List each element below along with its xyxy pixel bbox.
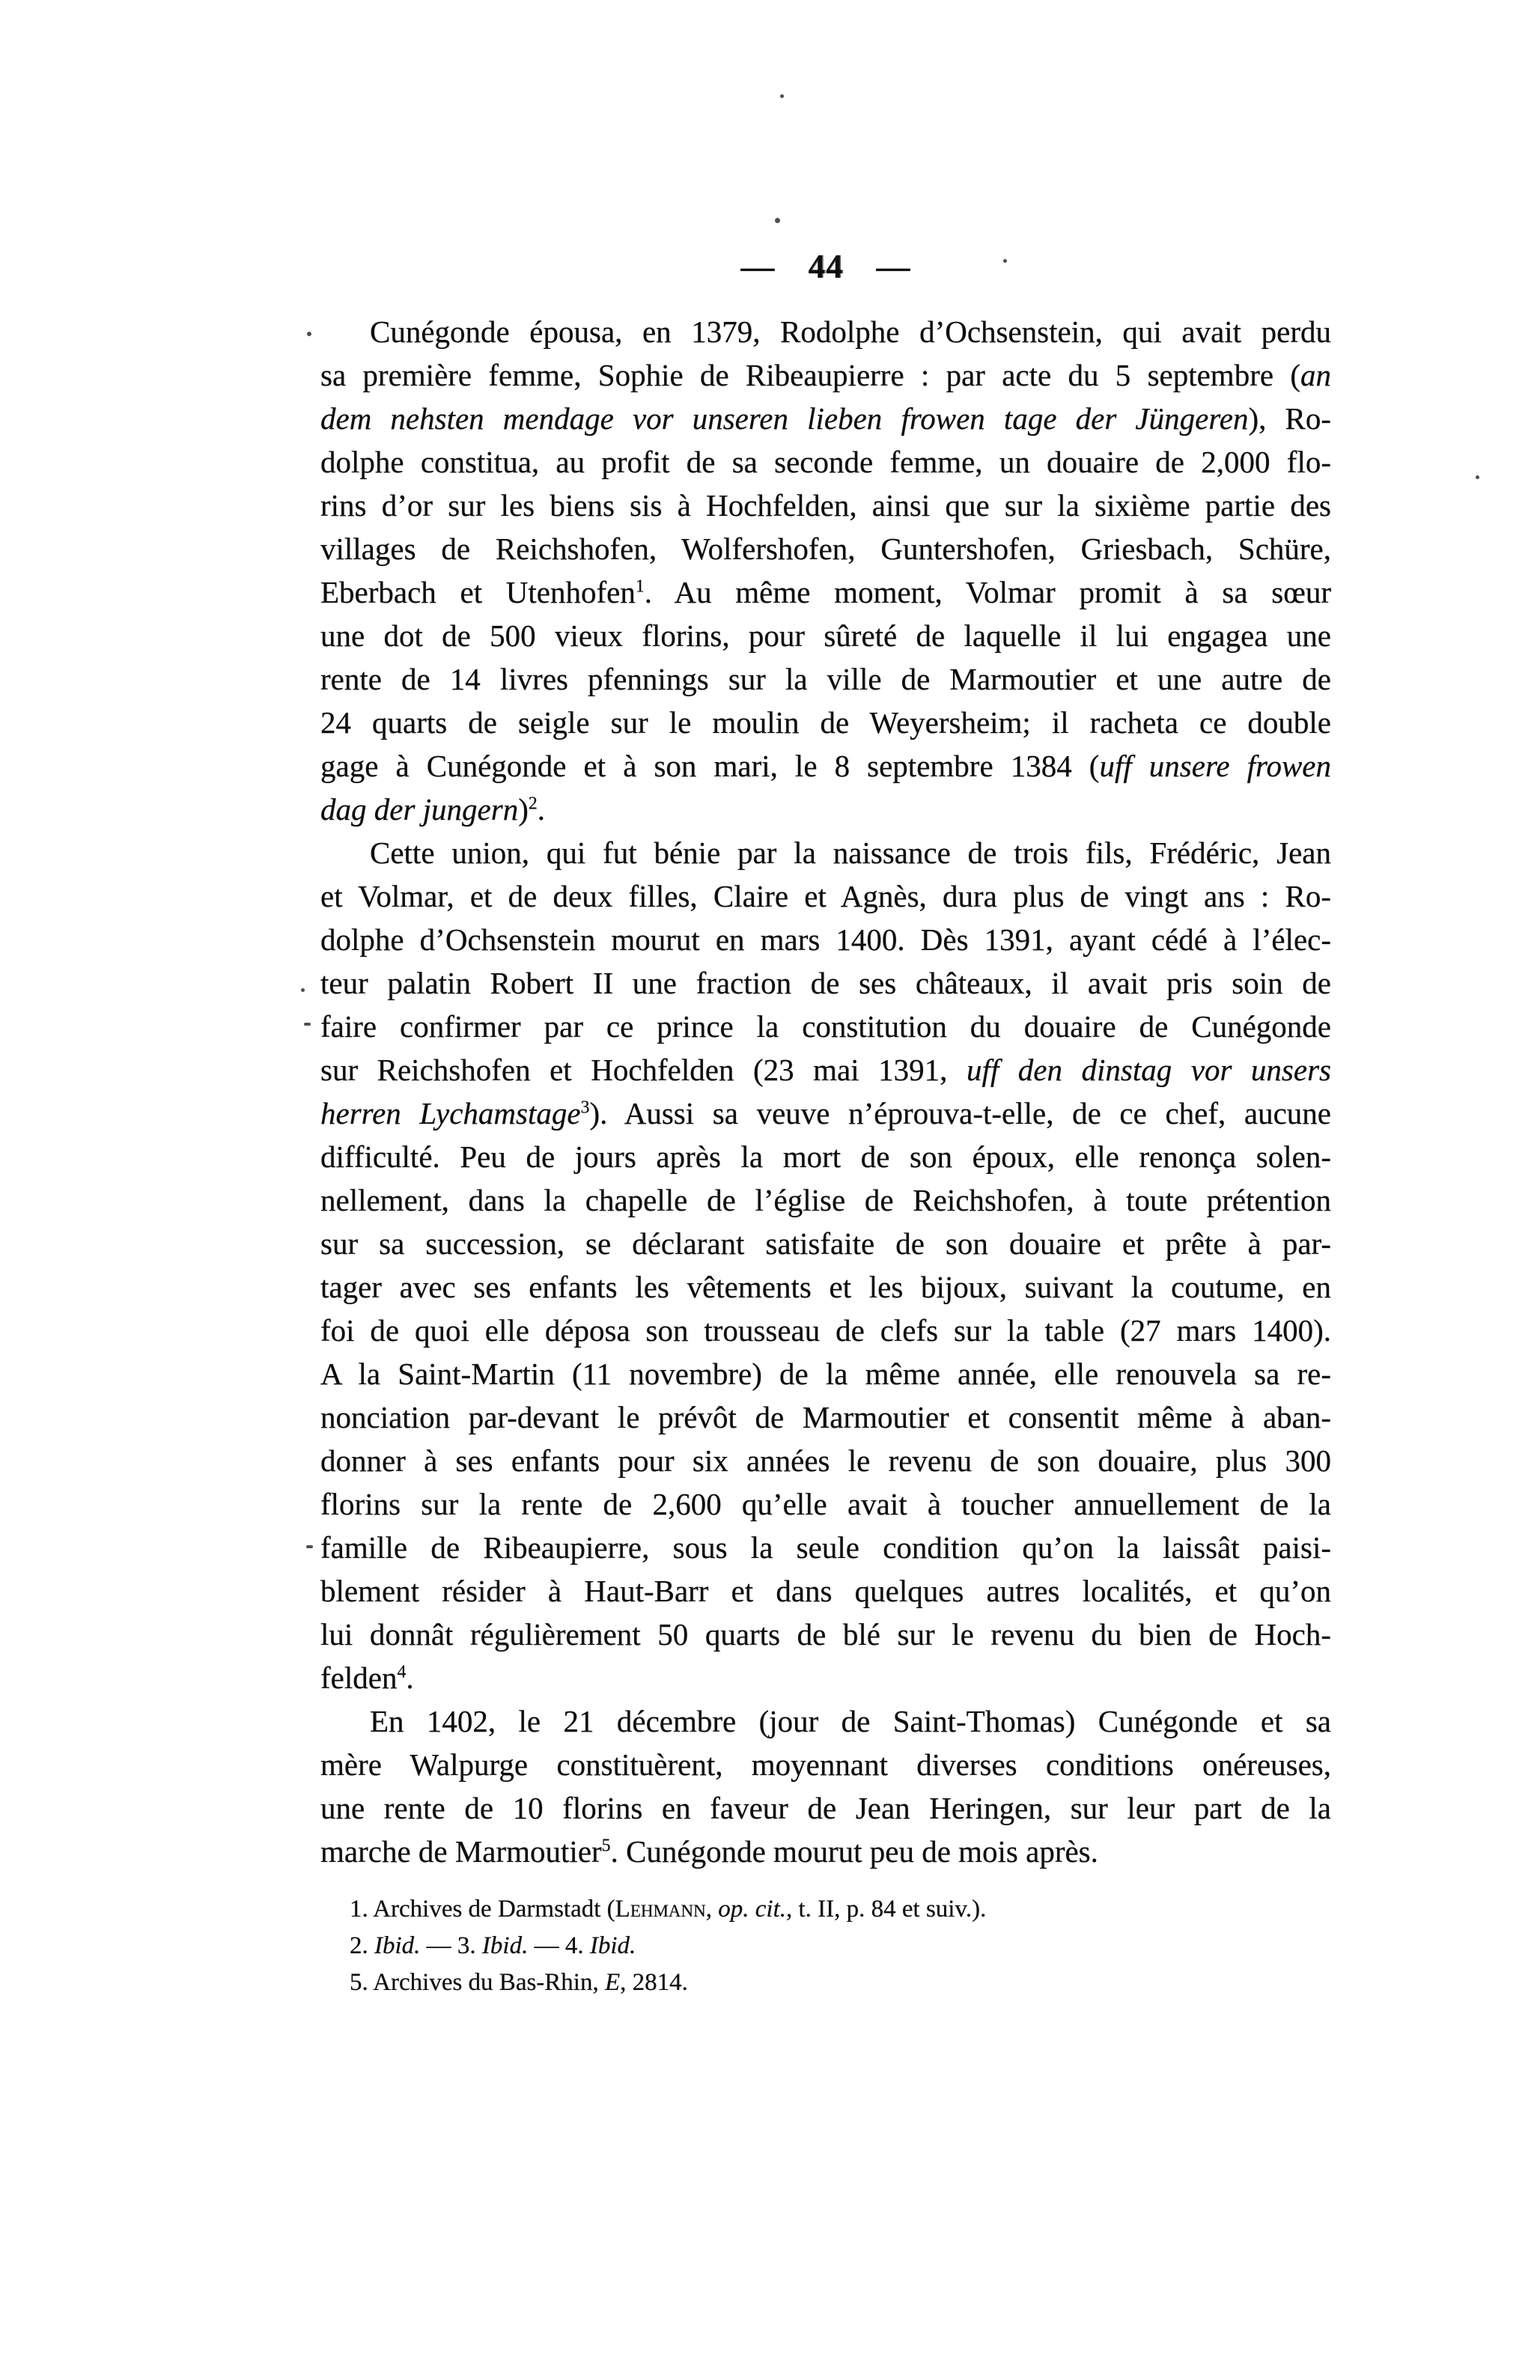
header-dash-right: — (876, 248, 911, 285)
text-line: rente de 14 livres pfennings sur la ville de Marmoutier et une autre de (320, 662, 1331, 696)
scan-speck (304, 1023, 311, 1026)
scan-speck (775, 218, 780, 223)
footnote-marker: 4 (397, 1662, 407, 1682)
text-line: dag der jungern)$^2$. (320, 792, 545, 827)
page-header (320, 247, 1331, 286)
text-line: florins sur la rente de 2,600 qu’elle avait à toucher annuellement de la (320, 1487, 1331, 1521)
footnote-marker: 2 (528, 794, 538, 814)
text-line: une rente de 10 florins en faveur de Jean Heringen, sur leur part de la (320, 1791, 1331, 1825)
scan-speck (780, 94, 784, 98)
emphasis-text: op. cit. (718, 1896, 786, 1923)
text-line: marche de Marmoutier$^5$. Cunégonde mourut peu de mois après. (320, 1834, 1098, 1869)
page-number: 44 (808, 248, 844, 285)
text-line: foi de quoi elle déposa son trousseau de clefs sur la table (27 mars 1400). (320, 1313, 1331, 1348)
text-line: sa première femme, Sophie de Ribeaupierre : par acte du 5 septembre (an (320, 358, 1331, 392)
text-line: herren Lychamstage$^3$). Aussi sa veuve n’éprouva-t-elle, de ce chef, aucune (320, 1096, 1331, 1130)
emphasis-text: Ibid. (374, 1932, 421, 1959)
text-line: dolphe constitua, au profit de sa seconde femme, un douaire de 2,000 flo- (320, 445, 1331, 479)
scan-speck (306, 1545, 313, 1548)
text-line: difficulté. Peu de jours après la mort de son époux, elle renonça solen- (320, 1139, 1331, 1174)
footnote-marker: 3 (580, 1098, 590, 1118)
footnote-marker: 1 (635, 576, 645, 597)
text-line: Eberbach et Utenhofen$^1$. Au même moment, Volmar promit à sa sœur (320, 575, 1331, 609)
text-line: faire confirmer par ce prince la constitution du douaire de Cunégonde (320, 1009, 1331, 1044)
text-line: villages de Reichshofen, Wolfershofen, Guntershofen, Griesbach, Schüre, (320, 532, 1331, 566)
scan-speck (1003, 259, 1007, 263)
text-line: sur Reichshofen et Hochfelden (23 mai 1391, uff den dinstag vor unsers (320, 1053, 1331, 1087)
paragraph (320, 1699, 1331, 1873)
text-line: et Volmar, et de deux filles, Claire et Agnès, dura plus de vingt ans : Ro- (320, 879, 1331, 913)
text-line: sur sa succession, se déclarant satisfaite de son douaire et prête à par- (320, 1226, 1331, 1261)
scan-speck (301, 988, 305, 992)
text-line: En 1402, le 21 décembre (jour de Saint-Thomas) Cunégonde et sa (370, 1704, 1331, 1738)
footnote-line: 5. Archives du Bas-Rhin, E, 2814. (350, 1969, 688, 1996)
text-line: famille de Ribeaupierre, sous la seule condition qu’on la laissât paisi- (320, 1530, 1331, 1565)
emphasis-text: Ibid. (481, 1932, 529, 1959)
emphasis-text: an (1300, 358, 1331, 392)
header-dash-left: — (740, 248, 776, 285)
text-line: 24 quarts de seigle sur le moulin de Weyersheim; il racheta ce double (320, 705, 1331, 740)
emphasis-text: E (604, 1969, 621, 1996)
scan-speck (307, 332, 311, 336)
text-line: gage à Cunégonde et à son mari, le 8 septembre 1384 (uff unsere frowen (320, 749, 1332, 783)
text-line: teur palatin Robert II une fraction de ses châteaux, il avait pris soin de (320, 966, 1331, 1000)
emphasis-text: Ibid. (589, 1932, 636, 1959)
paragraph (320, 310, 1331, 831)
emphasis-text: Lehmann (615, 1896, 706, 1923)
text-line: tager avec ses enfants les vêtements et les bijoux, suivant la coutume, en (320, 1270, 1331, 1304)
scan-speck (1476, 475, 1479, 479)
emphasis-text: dag der jungern (320, 792, 519, 827)
text-line: rins d’or sur les biens sis à Hochfelden, ainsi que sur la sixième partie des (320, 488, 1331, 523)
text-line: dem nehsten mendage vor unseren lieben frowen tage der Jüngeren), Ro- (320, 401, 1332, 436)
text-line: nellement, dans la chapelle de l’église de Reichshofen, à toute prétention (320, 1183, 1331, 1217)
text-line: donner à ses enfants pour six années le revenu de son douaire, plus 300 (320, 1443, 1331, 1478)
text-line: blement résider à Haut-Barr et dans quelques autres localités, et qu’on (320, 1574, 1331, 1608)
text-line: A la Saint-Martin (11 novembre) de la même année, elle renouvela sa re- (320, 1357, 1331, 1391)
footnote-line: 1. Archives de Darmstadt (Lehmann, op. cit., t. II, p. 84 et suiv.). (350, 1896, 987, 1923)
paragraph (320, 831, 1331, 1699)
text-line: Cunégonde épousa, en 1379, Rodolphe d’Ochsenstein, qui avait perdu (370, 314, 1331, 349)
emphasis-text: dem nehsten mendage vor unseren lieben frowen tage der Jüngeren (320, 401, 1249, 436)
emphasis-text: uff unsere frowen (1099, 749, 1332, 783)
text-line: dolphe d’Ochsenstein mourut en mars 1400. Dès 1391, ayant cédé à l’élec- (320, 922, 1331, 957)
main-text (320, 310, 1331, 1873)
text-line: Cette union, qui fut bénie par la naissance de trois fils, Frédéric, Jean (370, 836, 1331, 870)
text-line: lui donnât régulièrement 50 quarts de blé sur le revenu du bien de Hoch- (320, 1617, 1331, 1652)
footnote-marker: 5 (601, 1836, 611, 1856)
emphasis-text: herren Lychamstage (320, 1096, 581, 1130)
text-line: nonciation par-devant le prévôt de Marmoutier et consentit même à aban- (320, 1400, 1331, 1434)
footnotes (320, 1891, 1331, 2001)
footnote-line: 2. Ibid. — 3. Ibid. — 4. Ibid. (350, 1932, 636, 1959)
text-line: une dot de 500 vieux florins, pour sûreté de laquelle il lui engagea une (320, 618, 1331, 653)
text-line: felden$^4$. (320, 1661, 414, 1695)
text-line: mère Walpurge constituèrent, moyennant diverses conditions onéreuses, (320, 1747, 1331, 1782)
emphasis-text: uff den dinstag vor unsers (966, 1053, 1331, 1087)
